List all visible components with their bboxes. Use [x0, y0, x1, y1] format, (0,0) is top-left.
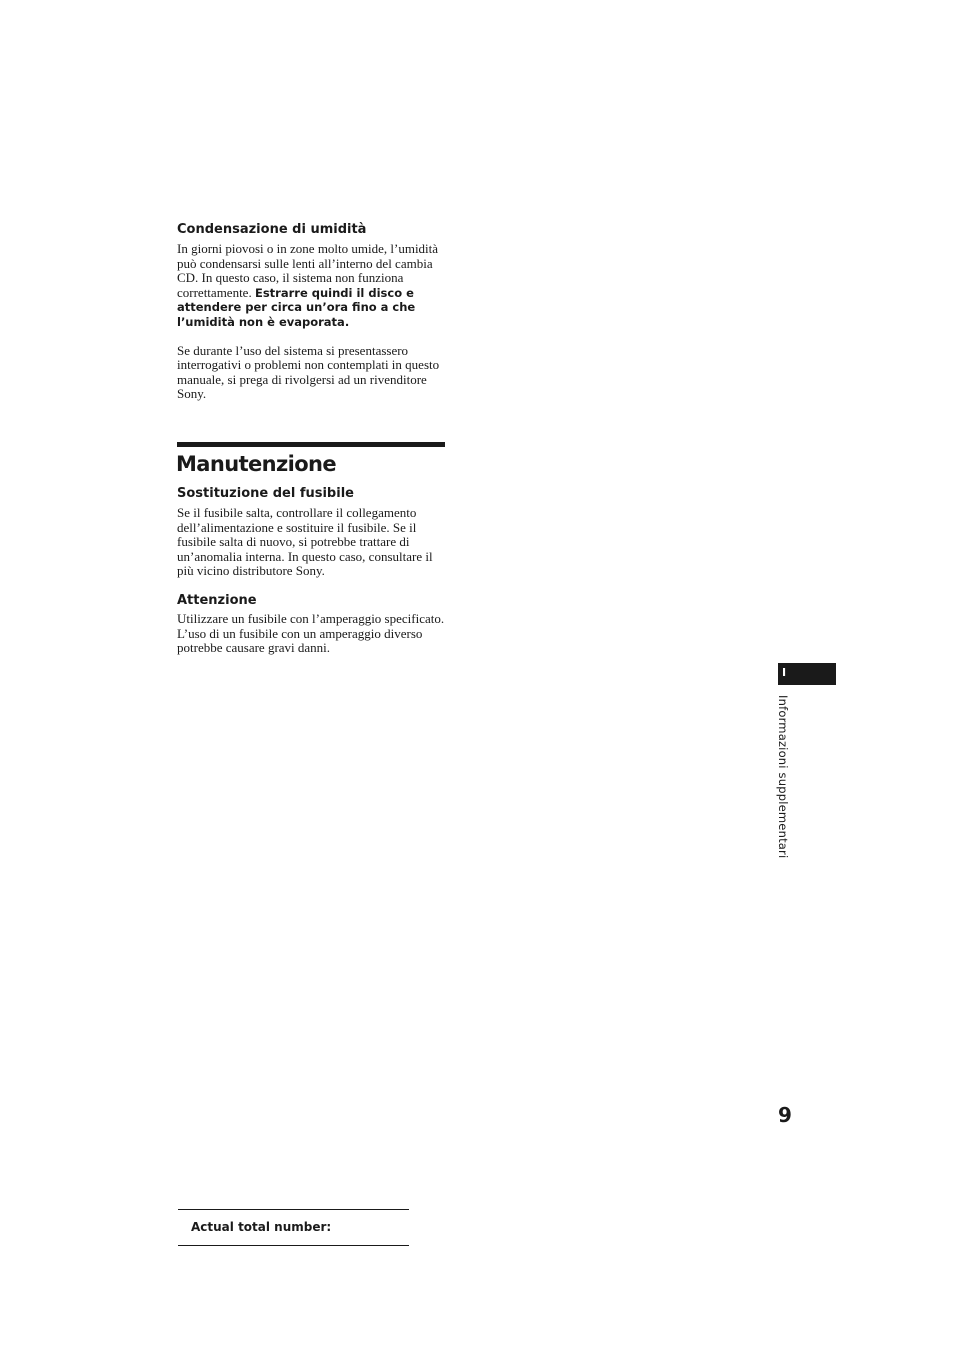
condensation-text: In giorni piovosi o in zone molto umide, l’umidità può condensarsi sulle lenti all’interno del cambia CD. In questo caso, il sistema non funziona correttamente.	[177, 241, 439, 300]
language-tab-letter: I	[782, 666, 787, 679]
total-number-label: Actual total number:	[191, 1220, 332, 1234]
footer-rule-top	[178, 1209, 409, 1210]
section-side-label: Informazioni supplementari	[776, 695, 790, 859]
condensation-paragraph	[177, 242, 447, 330]
caution-line-1: Utilizzare un fusibile con l’amperaggio specificato.	[177, 610, 445, 626]
maintenance-title: Manutenzione	[176, 452, 337, 476]
language-tab	[778, 663, 836, 685]
footer-rule-bottom	[178, 1245, 409, 1246]
section-rule	[177, 442, 445, 447]
caution-heading: Attenzione	[177, 592, 257, 608]
fuse-paragraph: Se il fusibile salta, controllare il collegamento dell’alimentazione e sostituire il fusibile. Se il fusibile salta di nuovo, si potrebbe trattare di un’anomalia interna. In questo caso, consultare il più vicino distributore Sony.	[177, 505, 433, 579]
contact-paragraph: Se durante l’uso del sistema si presentassero interrogativi o problemi non contemplati in questo manuale, si prega di rivolgersi ad un rivenditore Sony.	[177, 342, 440, 402]
fuse-heading: Sostituzione del fusibile	[177, 486, 354, 501]
caution-line-2: L’uso di un fusibile con un amperaggio diverso potrebbe causare gravi danni.	[177, 625, 423, 656]
page-number: 9	[778, 1103, 792, 1127]
condensation-section	[177, 222, 447, 402]
condensation-heading: Condensazione di umidità	[177, 222, 367, 237]
condensation-emphasis: Estrarre quindi il disco e attendere per circa un’ora fino a che l’umidità non è evaporata.	[177, 285, 416, 329]
maintenance-section	[177, 486, 447, 656]
